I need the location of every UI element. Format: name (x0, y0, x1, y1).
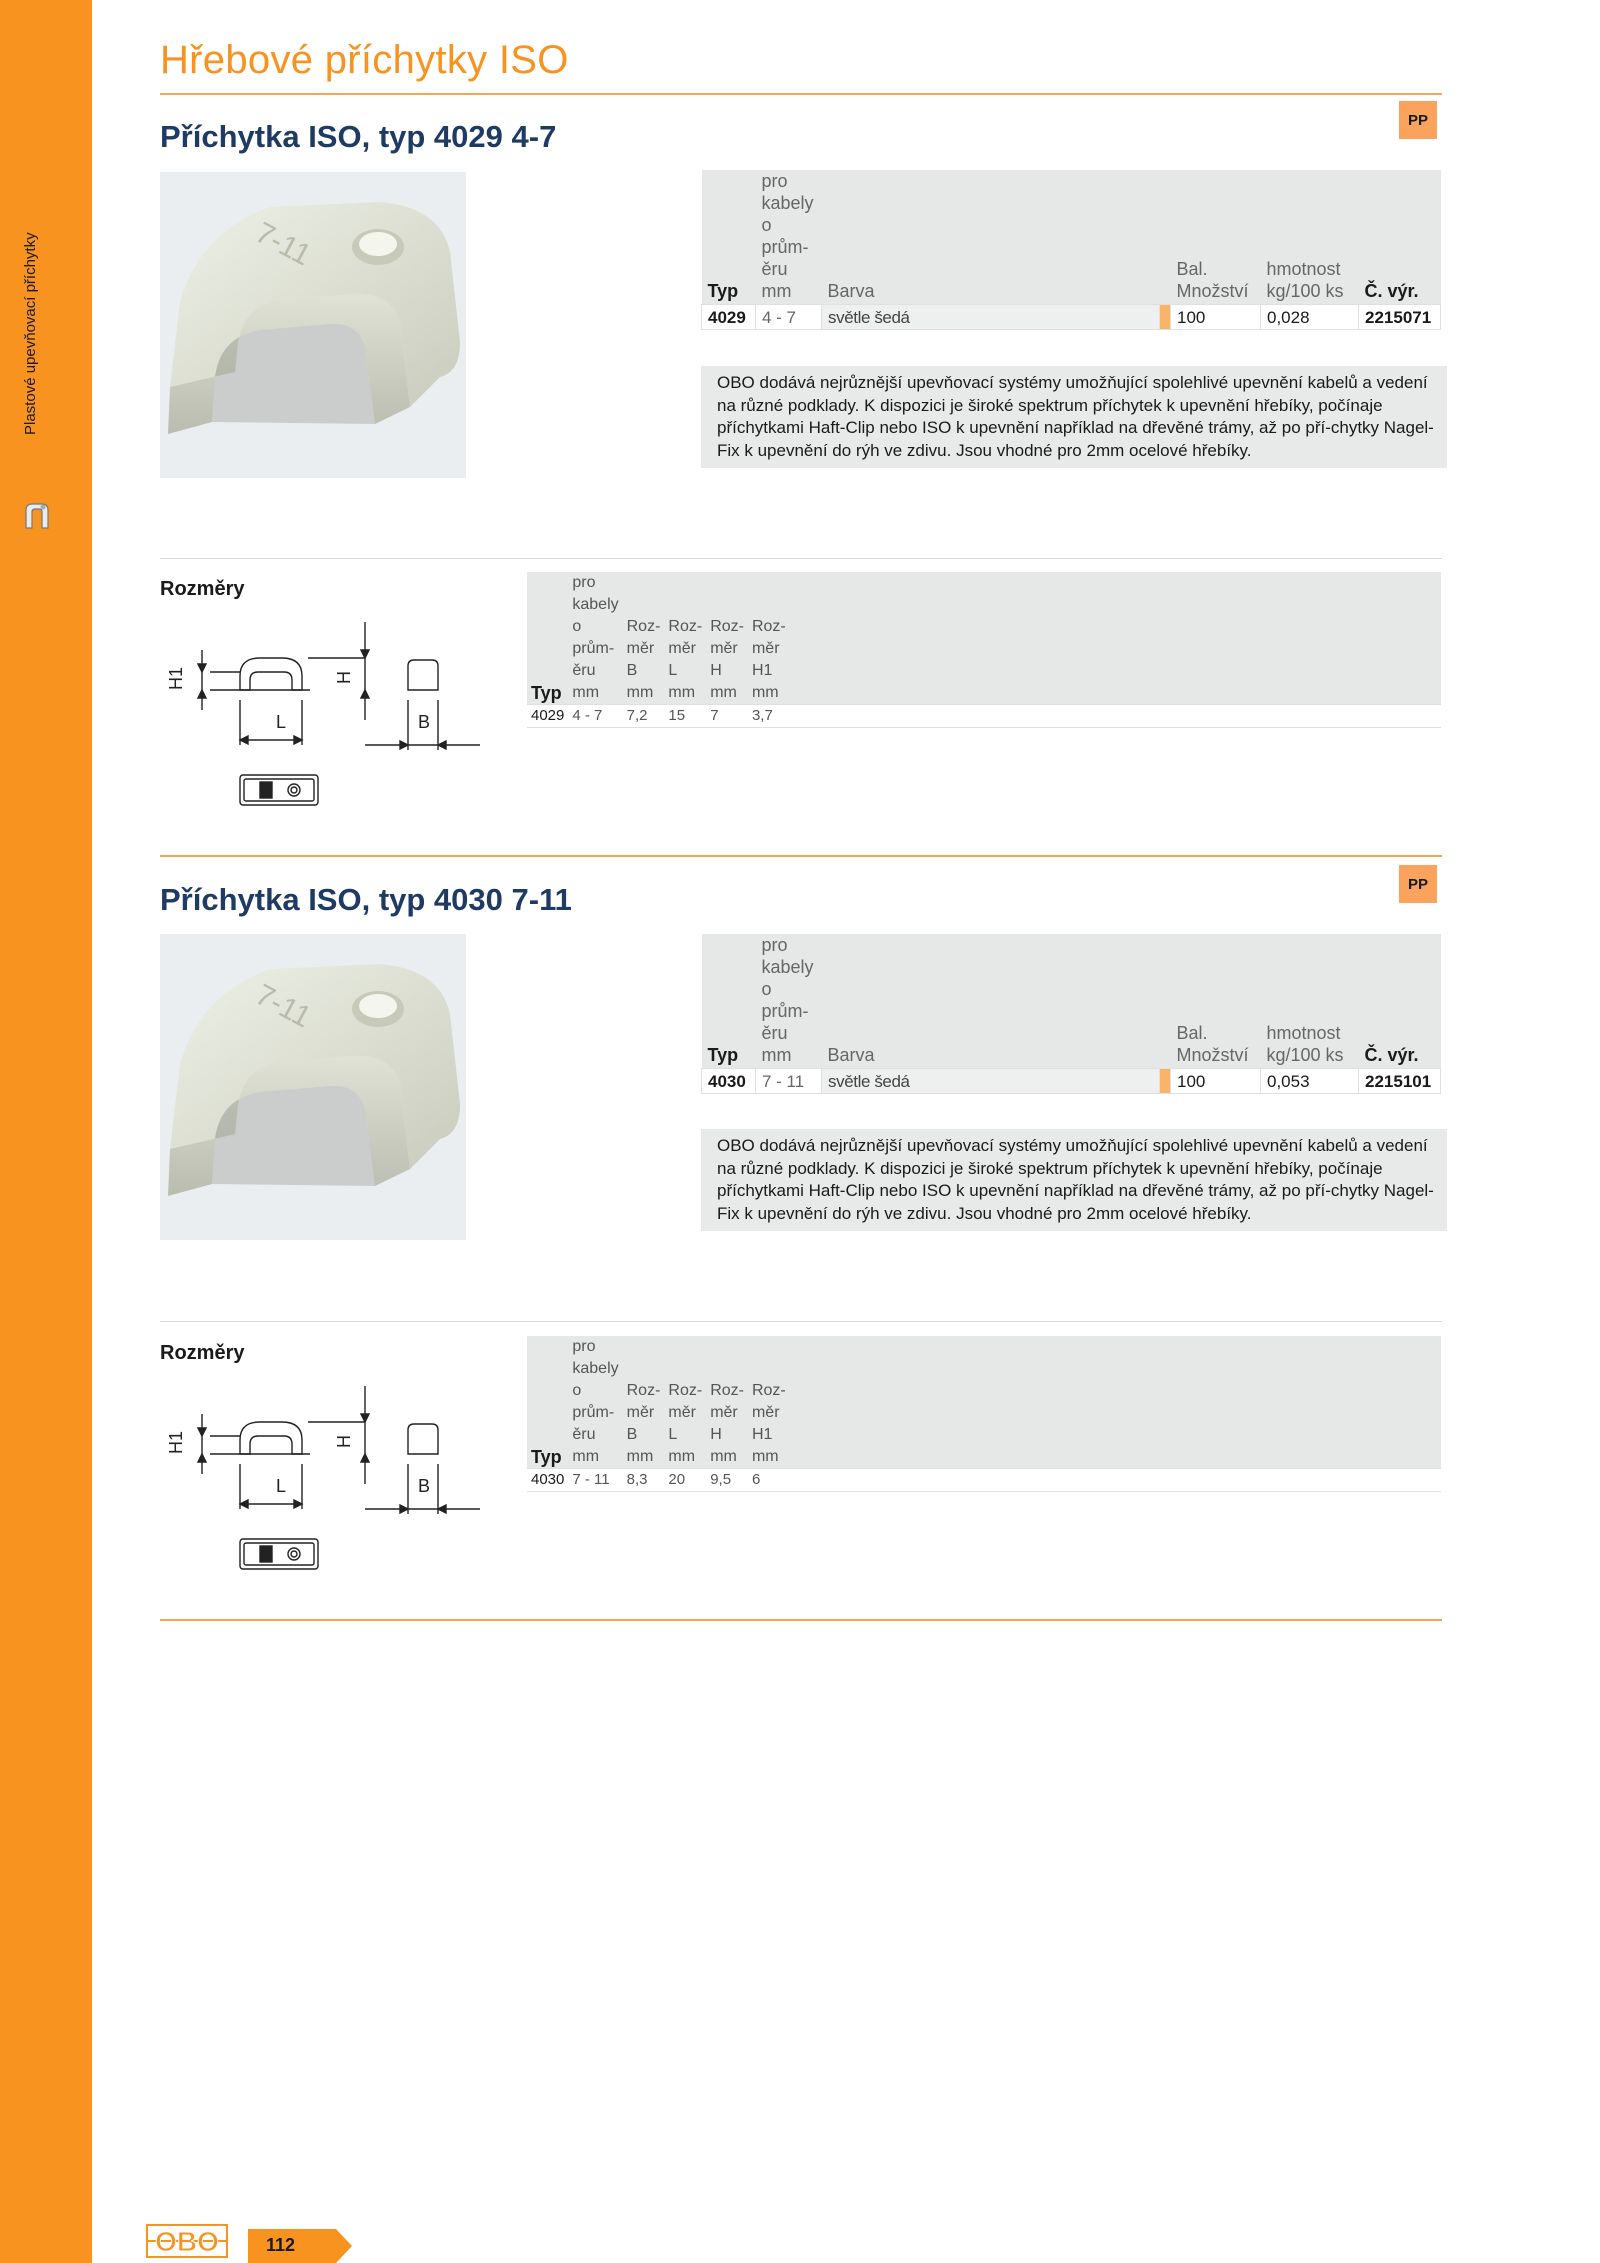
label-b: B (418, 1476, 431, 1496)
col-diameter-line: ěru (572, 1426, 596, 1443)
section-rule (160, 855, 1442, 857)
obo-logo (146, 2224, 228, 2258)
cell-b: 8,3 (623, 1469, 665, 1492)
col-diameter-line: ěru (572, 662, 596, 679)
col-typ: Typ (527, 572, 568, 705)
spec-table (701, 170, 1441, 330)
logo-text: OBO (155, 2226, 219, 2257)
clip-icon (18, 498, 54, 534)
spec-table (701, 934, 1441, 1094)
dimensions-table (527, 572, 1441, 728)
col-weight (1261, 170, 1359, 305)
col-diameter (756, 934, 822, 1069)
cell-color: světle šedá (822, 305, 1160, 330)
col-typ: Typ (527, 1336, 568, 1469)
col-weight-line: kg/100 ks (1266, 281, 1344, 301)
section-divider (160, 558, 1442, 559)
col-diameter (756, 170, 822, 305)
col-pack-line: Množství (1176, 1045, 1249, 1065)
cell-pack: 100 (1171, 305, 1261, 330)
clip-product-image (160, 934, 466, 1240)
label-h: H (334, 1435, 354, 1448)
product-photo (160, 172, 466, 478)
page-number: 112 (266, 2235, 296, 2255)
col-diameter-unit: mm (761, 1045, 792, 1065)
color-marker (1160, 305, 1171, 330)
col-diameter-line: prům- (572, 1404, 615, 1421)
col-l: Roz- měr L mm (664, 1336, 706, 1469)
dimensions-table (527, 1336, 1441, 1492)
col-diameter-line: o (761, 979, 772, 999)
table-row (702, 305, 1441, 330)
spec-header-row (702, 934, 1441, 1069)
title-rule (160, 93, 1442, 95)
dimensions-label: Rozměry (160, 1342, 245, 1364)
cell-article: 2215071 (1359, 305, 1441, 330)
col-h: Roz- měr H mm (706, 1336, 748, 1469)
label-h: H (334, 671, 354, 684)
col-weight-line: hmotnost (1266, 1023, 1341, 1043)
spec-header-row (702, 170, 1441, 305)
col-h1: Roz- měr H1 mm (748, 572, 790, 705)
col-pack (1171, 170, 1261, 305)
cell-range: 4 - 7 (756, 305, 822, 330)
col-diameter-line: pro (572, 1338, 596, 1355)
cell-typ: 4029 (702, 305, 756, 330)
col-article: Č. výr. (1359, 934, 1441, 1069)
section-rule (160, 1619, 1442, 1621)
col-diameter-unit: mm (572, 1448, 600, 1465)
table-row (702, 1069, 1441, 1094)
cell-typ: 4030 (702, 1069, 756, 1094)
sidebar-label: Plastové upevňovací příchytky (22, 232, 39, 435)
dimension-drawing (160, 610, 490, 850)
col-diameter-unit: mm (572, 684, 600, 701)
col-diameter-line: pro (572, 574, 596, 591)
product-photo (160, 934, 466, 1240)
col-diameter-line: kabely (761, 193, 814, 213)
cell-range: 7 - 11 (756, 1069, 822, 1094)
dimensions-label: Rozměry (160, 578, 245, 600)
label-h1: H1 (166, 1430, 186, 1454)
col-diameter-line: prům- (761, 1001, 809, 1021)
cell-pack: 100 (1171, 1069, 1261, 1094)
col-pack-line: Bal. (1176, 259, 1208, 279)
col-diameter-line: pro (761, 935, 788, 955)
clip-marking: 7-11 (249, 216, 317, 273)
label-l: L (276, 712, 287, 732)
col-b: Roz- měr B mm (623, 572, 665, 705)
cell-color: světle šedá (822, 1069, 1160, 1094)
section-divider (160, 1321, 1442, 1322)
color-marker (1160, 1069, 1171, 1094)
page-title: Hřebové příchytky ISO (160, 38, 569, 82)
cell-typ: 4030 (527, 1469, 568, 1492)
dims-header-row (527, 1336, 1441, 1469)
clip-marking: 7-11 (249, 978, 317, 1035)
col-color: Barva (822, 170, 1160, 305)
col-diameter (568, 1336, 622, 1469)
col-typ: Typ (702, 934, 756, 1069)
col-article: Č. výr. (1359, 170, 1441, 305)
col-h1: Roz- měr H1 mm (748, 1336, 790, 1469)
sidebar (0, 0, 92, 2263)
col-color: Barva (822, 934, 1160, 1069)
cell-article: 2215101 (1359, 1069, 1441, 1094)
product-title: Příchytka ISO, typ 4030 7-11 (160, 882, 572, 917)
cell-weight: 0,028 (1261, 305, 1359, 330)
table-row (527, 705, 1441, 728)
label-b: B (418, 712, 431, 732)
cell-b: 7,2 (623, 705, 665, 728)
cell-range: 4 - 7 (568, 705, 622, 728)
col-pack (1171, 934, 1261, 1069)
cell-l: 20 (664, 1469, 706, 1492)
col-diameter-line: pro (761, 171, 788, 191)
col-typ: Typ (702, 170, 756, 305)
col-diameter (568, 572, 622, 705)
col-diameter-line: ěru (761, 259, 788, 279)
col-diameter-line: kabely (572, 1360, 619, 1377)
col-diameter-line: prům- (572, 640, 615, 657)
col-diameter-line: o (572, 1382, 582, 1399)
col-diameter-unit: mm (761, 281, 792, 301)
col-b: Roz- měr B mm (623, 1336, 665, 1469)
col-h: Roz- měr H mm (706, 572, 748, 705)
label-l: L (276, 1476, 287, 1496)
product-description: OBO dodává nejrůznější upevňovací systémy umožňující spolehlivé upevnění kabelů a vedení na různé podklady. K dispozici je široké spektrum příchytek k upevnění hřebíky, počínaje příchytkami Haft-Clip nebo ISO k upevnění například na dřevěné trámy, až po pří-chytky Nagel-Fix k upevnění do rýh ve zdivu. Jsou vhodné pro 2mm ocelové hřebíky. (701, 366, 1447, 468)
col-diameter-line: o (572, 618, 582, 635)
col-weight-line: hmotnost (1266, 259, 1341, 279)
table-row (527, 1469, 1441, 1492)
dimension-drawing (160, 1374, 490, 1614)
material-badge: PP (1399, 101, 1437, 139)
cell-weight: 0,053 (1261, 1069, 1359, 1094)
product-title: Příchytka ISO, typ 4029 4-7 (160, 119, 557, 154)
cell-l: 15 (664, 705, 706, 728)
col-pack-line: Bal. (1176, 1023, 1208, 1043)
cell-typ: 4029 (527, 705, 568, 728)
col-diameter-line: kabely (572, 596, 619, 613)
cell-h: 9,5 (706, 1469, 748, 1492)
col-diameter-line: prům- (761, 237, 809, 257)
clip-product-image (160, 172, 466, 478)
material-badge: PP (1399, 865, 1437, 903)
cell-h1: 6 (748, 1469, 790, 1492)
product-description: OBO dodává nejrůznější upevňovací systémy umožňující spolehlivé upevnění kabelů a vedení na různé podklady. K dispozici je široké spektrum příchytek k upevnění hřebíky, počínaje příchytkami Haft-Clip nebo ISO k upevnění například na dřevěné trámy, až po pří-chytky Nagel-Fix k upevnění do rýh ve zdivu. Jsou vhodné pro 2mm ocelové hřebíky. (701, 1129, 1447, 1231)
col-diameter-line: ěru (761, 1023, 788, 1043)
label-h1: H1 (166, 666, 186, 690)
page-number-badge (248, 2229, 352, 2263)
cell-h1: 3,7 (748, 705, 790, 728)
col-weight (1261, 934, 1359, 1069)
col-diameter-line: o (761, 215, 772, 235)
col-l: Roz- měr L mm (664, 572, 706, 705)
col-weight-line: kg/100 ks (1266, 1045, 1344, 1065)
cell-range: 7 - 11 (568, 1469, 622, 1492)
cell-h: 7 (706, 705, 748, 728)
col-pack-line: Množství (1176, 281, 1249, 301)
col-diameter-line: kabely (761, 957, 814, 977)
dims-header-row (527, 572, 1441, 705)
